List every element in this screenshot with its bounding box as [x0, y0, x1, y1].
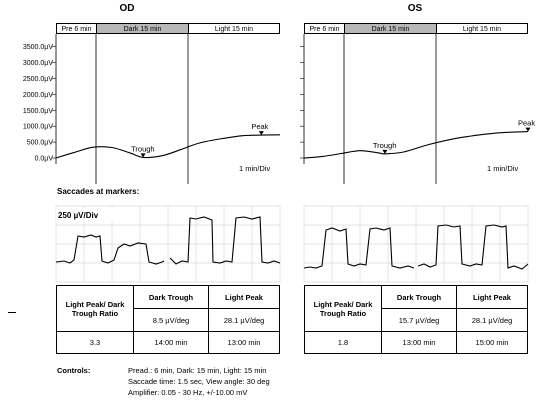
os-header-dark: Dark Trough: [382, 286, 457, 309]
od-eog-line: [56, 135, 280, 158]
od-y-tick-label: 1500.0µV: [22, 107, 53, 115]
od-time-scale: 1 min/Div: [239, 164, 271, 173]
od-ratio-value: 3.3: [57, 332, 134, 354]
od-phase-bar: [56, 23, 280, 34]
od-light-time: 13:00 min: [209, 332, 280, 354]
os-eye-label: OS: [407, 3, 423, 14]
od-phase-dark: Dark 15 min: [97, 24, 189, 33]
os-header-ratio: Light Peak/ Dark Trough Ratio: [305, 286, 382, 332]
controls-line-timing: Pread.: 6 min, Dark: 15 min, Light: 15 min: [128, 366, 267, 375]
os-phase-light: Light 15 min: [462, 26, 502, 33]
os-phase-pre: Pre 6 min: [305, 24, 345, 33]
os-saccade-trace-2: [418, 225, 528, 269]
od-header-dark: Dark Trough: [134, 286, 209, 309]
od-y-tick-label: 2500.0µV: [22, 76, 53, 83]
side-dash: [8, 312, 16, 313]
od-results-table: [56, 285, 280, 354]
od-trough-label: Trough: [131, 144, 155, 154]
od-saccade-trace-2: [170, 217, 280, 264]
controls-values: [128, 365, 270, 398]
od-saccade-trace-1: [56, 235, 164, 264]
od-saccade-scale: 250 µV/Div: [58, 211, 99, 220]
os-saccade-grid: [304, 206, 528, 282]
os-phase-dark: Dark 15 min: [345, 24, 437, 33]
od-phase-light: Light 15 min: [214, 26, 254, 33]
os-light-amplitude: 28.1 µV/deg: [457, 309, 528, 332]
os-saccade-panel: [304, 206, 528, 282]
os-time-scale: 1 min/Div: [487, 164, 519, 173]
os-saccade-trace-1: [304, 228, 414, 268]
od-light-amplitude: 28.1 µV/deg: [209, 309, 280, 332]
os-y-ticks: [300, 47, 304, 158]
od-saccade-panel: [56, 206, 280, 282]
od-y-tick-label: 2000.0µV: [22, 91, 53, 99]
od-y-ticks: [23, 44, 56, 162]
od-header-ratio: Light Peak/ Dark Trough Ratio: [57, 286, 134, 332]
os-dark-time: 13:00 min: [382, 332, 457, 354]
controls-label: Controls:: [57, 366, 91, 375]
od-y-tick-label: 0.0µV: [34, 155, 53, 163]
os-trough-marker: [382, 150, 387, 154]
os-light-time: 15:00 min: [457, 332, 528, 354]
od-eog-chart: [0, 34, 290, 174]
os-results-table: [304, 285, 528, 354]
os-header-light: Light Peak: [457, 286, 528, 309]
od-dark-time: 14:00 min: [134, 332, 209, 354]
controls-line-saccade: Saccade time: 1.5 sec, View angle: 30 deg: [128, 377, 270, 386]
od-y-tick-label: 1000.0µV: [22, 123, 53, 131]
controls-line-amplifier: Amplifier: 0.05 - 30 Hz, +/-10.00 mV: [128, 388, 248, 397]
od-y-tick-label: 500.0µV: [26, 139, 53, 147]
od-header-light: Light Peak: [209, 286, 280, 309]
os-eog-chart: [248, 34, 538, 174]
od-eye-label: OD: [119, 3, 135, 14]
od-y-tick-label: 3500.0µV: [22, 44, 53, 52]
os-phase-bar: [304, 23, 528, 34]
os-ratio-value: 1.8: [305, 332, 382, 354]
od-dark-amplitude: 8.5 µV/deg: [134, 309, 209, 332]
od-peak-label: Peak: [251, 122, 269, 132]
os-eog-line: [304, 132, 528, 158]
os-peak-marker: [526, 128, 531, 132]
os-trough-label: Trough: [372, 140, 397, 150]
saccades-title: Saccades at markers:: [57, 187, 140, 196]
os-peak-label: Peak: [518, 118, 536, 128]
od-y-tick-label: 3000.0µV: [22, 60, 53, 68]
os-dark-amplitude: 15.7 µV/deg: [382, 309, 457, 332]
od-phase-pre: Pre 6 min: [57, 24, 97, 33]
